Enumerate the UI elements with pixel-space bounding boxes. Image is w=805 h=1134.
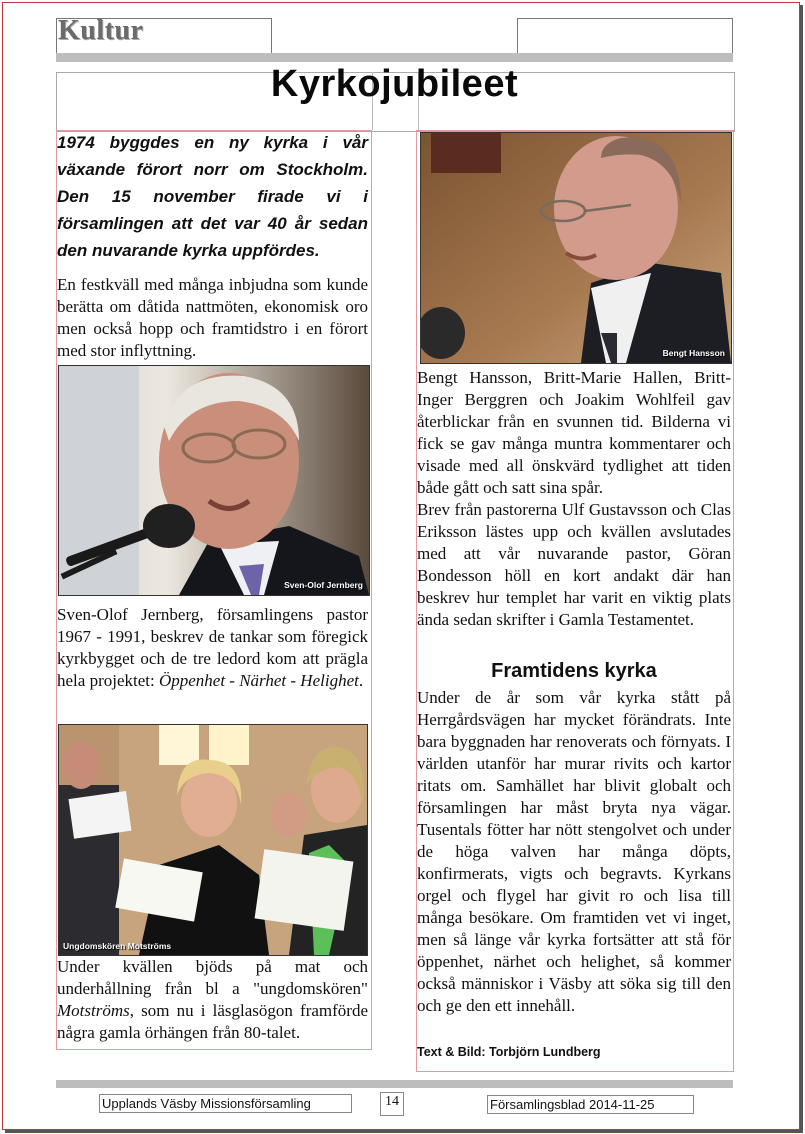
caption-choir [57,956,368,1044]
header-rule [56,53,733,62]
article-title: Kyrkojubileet [270,63,519,105]
article-paragraph-letters: Brev från pastorerna Ulf Gustavsson och Clas Eriksson lästes upp och kvällen avslutades med att vår nuvarande pastor, Göran Bondesson höll en kort andakt där han beskrev hur templet har varit en viktig plats ända sedan skrifter i Gamla Testamentet. [417,500,731,629]
article-credit: Text & Bild: Torbjörn Lundberg [417,1045,601,1059]
footer-rule [56,1080,733,1088]
caption-choir-end: , som nu i läsglasögon framförde några gamla örhängen från 80-talet. [57,1001,368,1042]
caption-choir-text: Under kvällen bjöds på mat och underhållning från bl a "ungdomskören" [57,957,368,998]
caption-choir-name: Motströms [57,1001,130,1020]
photo-credit-label: Sven-Olof Jernberg [284,580,363,590]
footer-publisher: Upplands Väsby Missionsförsamling [99,1094,352,1113]
caption-jernberg-motto: Öppenhet - Närhet - Helighet [158,671,359,690]
photo-credit-label: Bengt Hansson [662,348,725,358]
caption-jernberg-text: Sven-Olof Jernberg, församlingens pastor 1967 - 1991, beskrev de tankar som föregick kyrkbygget och de tre ledord kom att prägla hela projektet: [57,605,368,690]
article-paragraph-future: Under de år som vår kyrka stått på Herrgårdsvägen har mycket förändrats. Inte bara byggnaden har renoverats och förnyats. I världen utanför har murar rivits och kartor ritats om. Samhället har blivit globalt och församlingen har måst bryta nya vägar. Tusentals fötter har nött stengolvet och under de höga valven har många döpts, konfirmerats, vigts och begravts. Kyrkans orgel och flygel har givit ro och lisa till många besökare. Om framtiden vet vi inget, men så länge vår kyrka fortsätter att stå för öppenhet, närhet och helighet, så kommer också människor i Väsby att söka sig till den och ge den ett innehåll. [417,688,731,1015]
photo-choir-motstroms [58,724,368,956]
article-lead: 1974 byggdes en ny kyrka i vår växande förort norr om Stockholm. Den 15 november firade vi i församlingen att det var 40 år sedan den nuvarande kyrka uppfördes. [57,133,368,260]
photo-credit-label: Ungdomskören Motströms [63,941,172,951]
article-body-paragraph [417,367,731,631]
caption-jernberg-end: . [358,671,364,690]
photo-speaker-hansson [420,132,732,364]
photo-speaker-jernberg [58,365,370,596]
footer-page-number: 14 [380,1092,404,1116]
photo-speaker-jernberg-image [59,366,369,595]
photo-speaker-hansson-image [421,133,731,363]
caption-jernberg [57,604,368,692]
article-intro: En festkväll med många inbjudna som kunde berätta om dåtida nattmöten, ekonomisk oro men också hopp och framtidstro i en förort med stor inflyttning. [57,275,368,360]
article-paragraph-memories: Bengt Hansson, Britt-Marie Hallen, Britt-Inger Berggren och Joakim Wohlfeil gav återblickar från en svunnen tid. Bilderna vi fick se gav många muntra kommentarer och visade med all önskvärd tydlighet att tiden både gått och satt sina spår. [417,368,731,497]
photo-choir-motstroms-image [59,725,367,955]
footer-issue: Församlingsblad 2014-11-25 [487,1095,694,1114]
section-label: Kultur [58,15,144,46]
article-subheading: Framtidens kyrka [491,660,657,682]
